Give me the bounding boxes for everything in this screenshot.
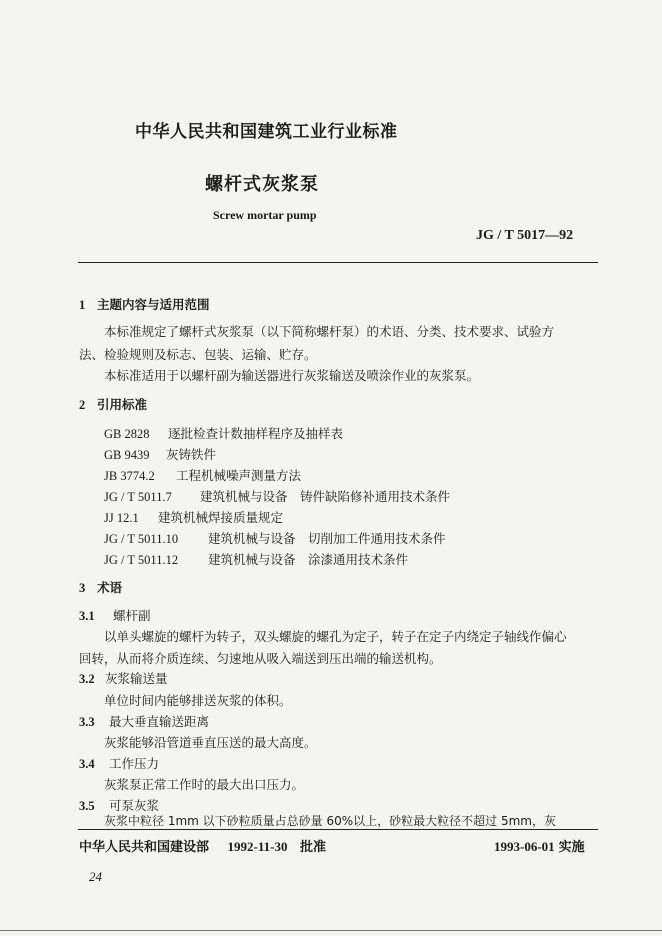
section-1-heading xyxy=(79,295,210,313)
implementation-date: 1993-06-01 xyxy=(494,839,555,854)
term-heading xyxy=(79,712,209,730)
reference-name: 建筑机械与设备 切削加工件通用技术条件 xyxy=(208,531,446,546)
term-number: 3.1 xyxy=(79,609,95,623)
page-number: 24 xyxy=(89,869,102,884)
implementation-label: 实施 xyxy=(558,840,585,855)
issuer: 中华人民共和国建设部 xyxy=(79,840,210,855)
term-number: 3.2 xyxy=(79,672,95,686)
reference-name: 逐批检查计数抽样程序及抽样表 xyxy=(168,426,344,441)
implementation-line xyxy=(494,836,585,855)
reference-code: JG / T 5011.12 xyxy=(104,553,179,567)
term-definition-line: 灰浆泵正常工作时的最大出口压力。 xyxy=(104,777,305,792)
standard-type-heading: 中华人民共和国建筑工业行业标准 xyxy=(135,122,398,142)
term-definition-line: 回转，从而将介质连续、匀速地从吸入端送到压出端的输送机构。 xyxy=(79,651,442,666)
reference-code: JG / T 5011.10 xyxy=(104,532,179,546)
approve-date: 1992-11-30 xyxy=(227,839,288,854)
header-divider xyxy=(78,262,598,263)
term-heading xyxy=(79,669,168,687)
term-name: 工作压力 xyxy=(109,756,160,771)
issuer-line xyxy=(79,836,326,855)
term-heading xyxy=(79,606,151,624)
section-2-heading xyxy=(79,395,147,413)
section-1-paragraph-1-line-2: 法、检验规则及标志、包装、运输、贮存。 xyxy=(79,347,317,362)
section-number: 2 xyxy=(79,398,86,412)
reference-code: JG / T 5011.7 xyxy=(104,490,172,504)
section-number: 1 xyxy=(79,298,86,312)
standard-code: JG / T 5017—92 xyxy=(476,228,574,243)
section-number: 3 xyxy=(79,581,86,595)
term-definition-line: 灰浆中粒径 1mm 以下砂粒质量占总砂量 60%以上，砂粒最大粒径不超过 5mm，灰 xyxy=(104,814,556,828)
term-definition-line: 单位时间内能够排送灰浆的体积。 xyxy=(104,693,292,708)
document-title-english: Screw mortar pump xyxy=(213,208,317,222)
term-heading xyxy=(79,754,159,772)
term-name: 最大垂直输送距离 xyxy=(109,714,210,729)
section-title: 主题内容与适用范围 xyxy=(97,297,210,312)
section-title: 引用标准 xyxy=(97,397,148,412)
footer-divider xyxy=(78,829,598,830)
reference-name: 建筑机械与设备 涂漆通用技术条件 xyxy=(208,552,409,567)
reference-item xyxy=(104,445,216,463)
reference-name: 工程机械噪声测量方法 xyxy=(176,468,302,483)
reference-name: 灰铸铁件 xyxy=(166,447,217,462)
section-3-heading xyxy=(79,578,122,596)
term-name: 灰浆输送量 xyxy=(105,671,168,686)
reference-item xyxy=(104,508,283,526)
term-number: 3.3 xyxy=(79,715,95,729)
reference-code: GB 9439 xyxy=(104,448,150,462)
reference-name: 建筑机械焊接质量规定 xyxy=(158,510,284,525)
reference-code: GB 2828 xyxy=(104,427,150,441)
reference-item xyxy=(104,424,343,442)
section-title: 术语 xyxy=(97,580,123,595)
section-1-paragraph-1-line-1: 本标准规定了螺杆式灰浆泵（以下简称螺杆泵）的术语、分类、技术要求、试验方 xyxy=(104,324,555,339)
term-number: 3.5 xyxy=(79,799,95,813)
term-number: 3.4 xyxy=(79,757,95,771)
reference-item xyxy=(104,487,450,505)
reference-item xyxy=(104,550,408,568)
reference-code: JJ 12.1 xyxy=(104,511,139,525)
term-name: 可泵灰浆 xyxy=(109,798,160,813)
reference-item xyxy=(104,466,301,484)
reference-name: 建筑机械与设备 铸件缺陷修补通用技术条件 xyxy=(200,489,451,504)
section-1-paragraph-2: 本标准适用于以螺杆副为输送器进行灰浆输送及喷涂作业的灰浆泵。 xyxy=(104,368,480,383)
document-title: 螺杆式灰浆泵 xyxy=(205,174,319,195)
page-edge-line xyxy=(0,930,662,931)
term-definition-line: 以单头螺旋的螺杆为转子，双头螺旋的螺孔为定子，转子在定子内绕定子轴线作偏心 xyxy=(104,629,567,644)
term-definition-line: 灰浆能够沿管道垂直压送的最大高度。 xyxy=(104,735,317,750)
approve-label: 批准 xyxy=(300,840,327,855)
reference-item xyxy=(104,529,446,547)
reference-code: JB 3774.2 xyxy=(104,469,155,483)
term-name: 螺杆副 xyxy=(113,608,151,623)
